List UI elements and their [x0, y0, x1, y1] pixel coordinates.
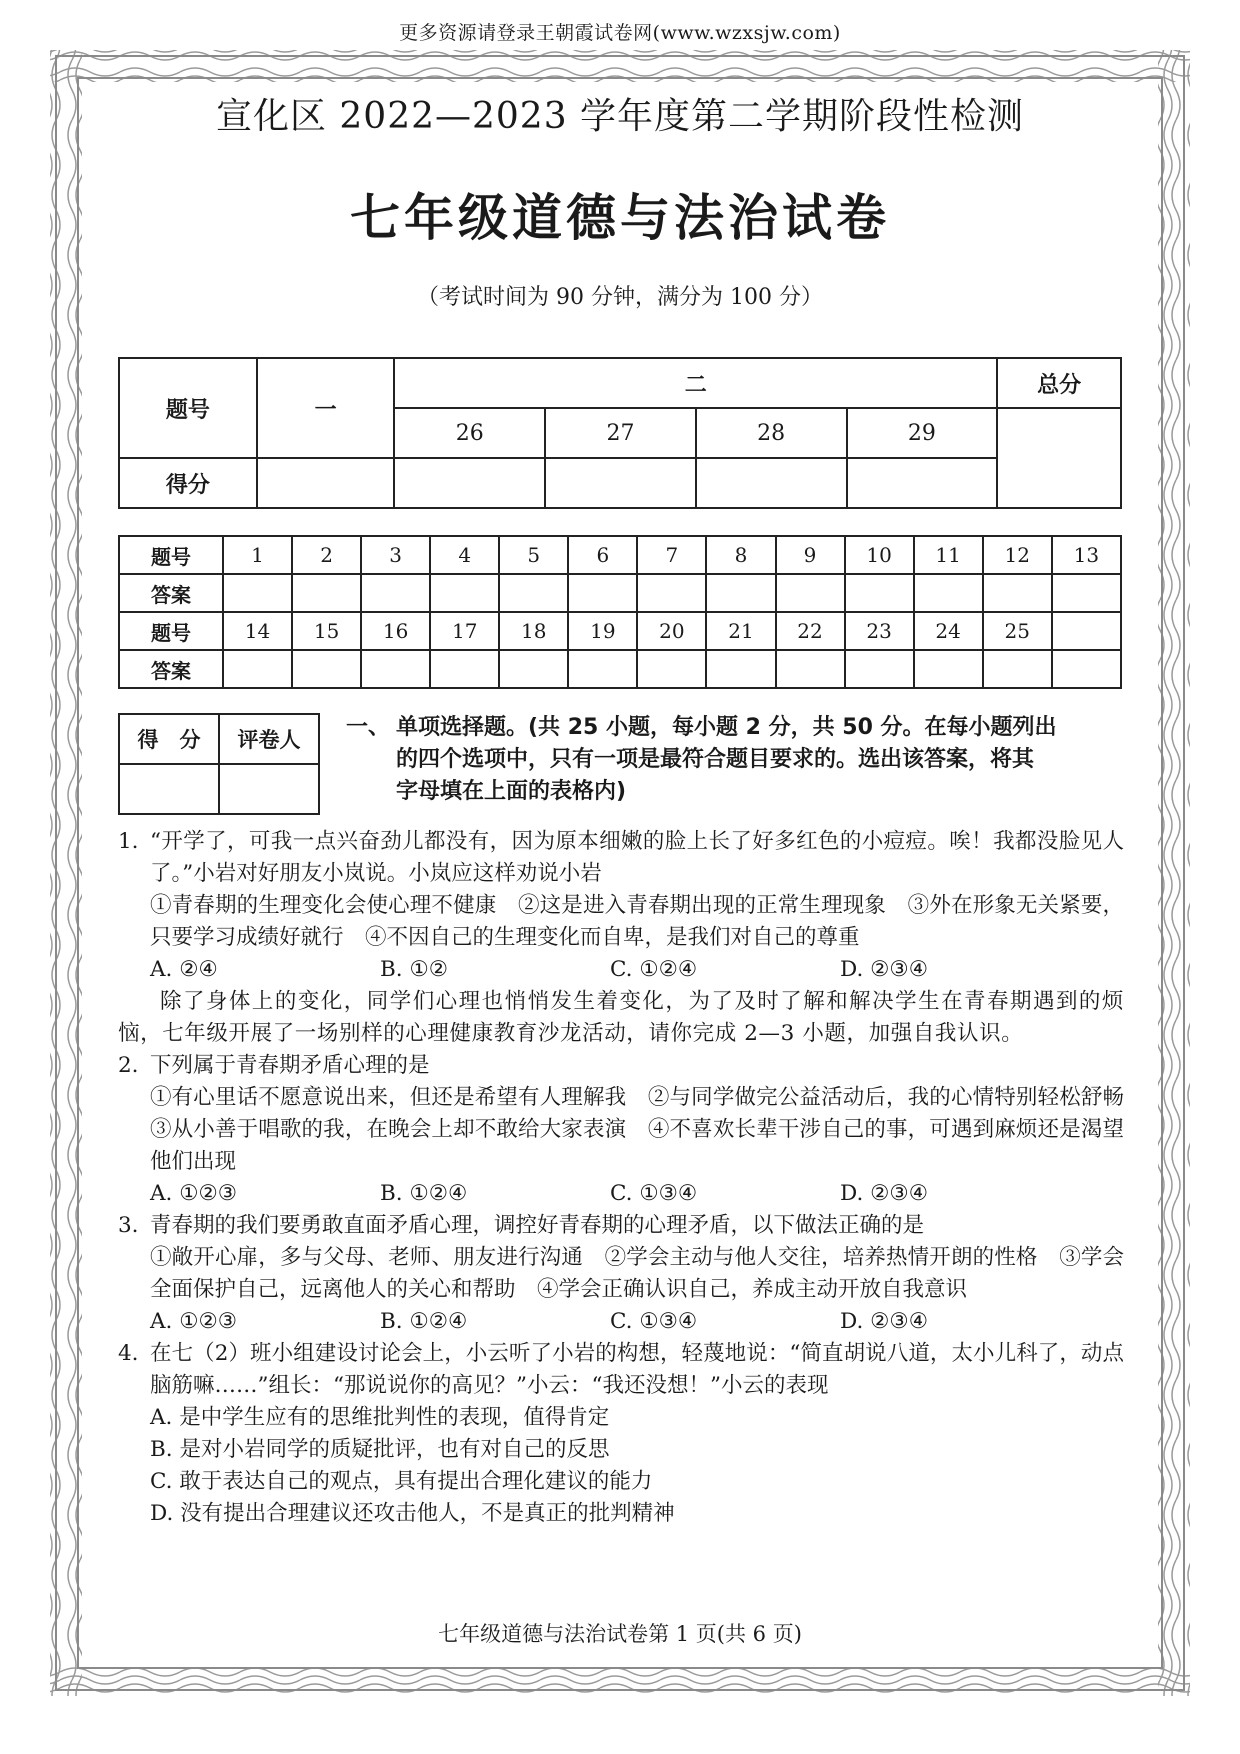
answer-cell[interactable]: [776, 650, 845, 688]
questions: [118, 826, 1146, 1530]
option-c[interactable]: C. ①③④: [610, 1309, 698, 1334]
question-items: ①有心里话不愿意说出来，但还是希望有人理解我 ②与同学做完公益活动后，我的心情特别轻松舒畅 ③从小善于唱歌的我，在晚会上却不敢给大家表演 ④不喜欢长辈干涉自己的事，可遇到麻烦还是渴望他们出现: [150, 1085, 1146, 1174]
question-stem: “开学了，可我一点兴奋劲儿都没有，因为原本细嫩的脸上长了好多红色的小痘痘。唉！我都没脸见人了。”小岩对好朋友小岚说。小岚应这样劝说小岩: [150, 829, 1124, 886]
answer-cell[interactable]: [914, 574, 983, 612]
section-heading: [346, 712, 1126, 808]
grader-table: [118, 713, 320, 815]
score-table-total-cell[interactable]: [997, 408, 1121, 508]
option-d[interactable]: D. 没有提出合理建议还攻击他人，不是真正的批判精神: [150, 1501, 675, 1526]
answer-table-daan: 答案: [119, 650, 223, 688]
answer-cell[interactable]: [292, 574, 361, 612]
question-number: 11: [914, 536, 983, 574]
question-number: 19: [568, 612, 637, 650]
answer-cell[interactable]: [361, 574, 430, 612]
answer-cell[interactable]: [914, 650, 983, 688]
answer-cell[interactable]: [430, 574, 499, 612]
answer-cell[interactable]: [776, 574, 845, 612]
answer-cell[interactable]: [568, 574, 637, 612]
answer-cell[interactable]: [637, 574, 706, 612]
question-number: 5: [499, 536, 568, 574]
answer-cell[interactable]: [1052, 650, 1121, 688]
score-table-tihao: 题号: [119, 358, 257, 458]
grader-label: 评卷人: [219, 714, 319, 764]
question-options: [118, 1178, 1124, 1210]
question-number: 12: [983, 536, 1052, 574]
answer-cell[interactable]: [1052, 574, 1121, 612]
answer-cell[interactable]: [983, 574, 1052, 612]
question-number: [1052, 612, 1121, 650]
question-number: 14: [223, 612, 292, 650]
grader-score-label: 得 分: [119, 714, 219, 764]
question-options: [118, 1306, 1124, 1338]
question-2: [118, 1050, 1146, 1210]
score-table-sub: 26: [394, 408, 545, 458]
answer-cell[interactable]: [430, 650, 499, 688]
section-line1: 单项选择题。(共 25 小题，每小题 2 分，共 50 分。在每小题列出: [396, 715, 1057, 740]
question-3: [118, 1210, 1124, 1338]
answer-table-tihao: 题号: [119, 612, 223, 650]
question-stem: 青春期的我们要勇敢直面矛盾心理，调控好青春期的心理矛盾，以下做法正确的是: [150, 1213, 925, 1238]
question-items: ①敞开心扉，多与父母、老师、朋友进行沟通 ②学会主动与他人交往，培养热情开朗的性格 ③学会全面保护自己，远离他人的关心和帮助 ④学会正确认识自己，养成主动开放自我意识: [150, 1245, 1124, 1302]
question-number: 7: [637, 536, 706, 574]
grader-name-cell[interactable]: [219, 764, 319, 814]
answer-cell[interactable]: [706, 650, 775, 688]
answer-row-numbers-2: [119, 612, 1121, 650]
answer-cell[interactable]: [292, 650, 361, 688]
question-1: [118, 826, 1124, 986]
option-d[interactable]: D. ②③④: [840, 1181, 928, 1206]
option-b[interactable]: B. 是对小岩同学的质疑批评，也有对自己的反思: [150, 1437, 610, 1462]
answer-cell[interactable]: [845, 574, 914, 612]
question-number: 18: [499, 612, 568, 650]
score-table-sub: 29: [847, 408, 998, 458]
score-cell[interactable]: [847, 458, 998, 508]
answer-cell[interactable]: [706, 574, 775, 612]
question-number: 24: [914, 612, 983, 650]
question-4: [118, 1338, 1124, 1530]
question-number: 10: [845, 536, 914, 574]
grader-score-cell[interactable]: [119, 764, 219, 814]
question-number: 1.: [118, 829, 139, 854]
option-b[interactable]: B. ①②: [380, 957, 449, 982]
option-a[interactable]: A. ②④: [150, 957, 218, 982]
score-table-total: 总分: [997, 358, 1121, 408]
option-d[interactable]: D. ②③④: [840, 1309, 928, 1334]
option-d[interactable]: D. ②③④: [840, 957, 928, 982]
exam-title-line2: 七年级道德与法治试卷: [350, 188, 890, 247]
header-note: 更多资源请登录王朝霞试卷网(www.wzxsjw.com): [399, 22, 841, 44]
question-number: 17: [430, 612, 499, 650]
option-b[interactable]: B. ①②④: [380, 1309, 468, 1334]
answer-cell[interactable]: [983, 650, 1052, 688]
answer-row-blanks-2: [119, 650, 1121, 688]
intro-paragraph: 除了身体上的变化，同学们心理也悄悄发生着变化，为了及时了解和解决学生在青春期遇到的烦恼，七年级开展了一场别样的心理健康教育沙龙活动，请你完成 2—3 小题，加强自我认识。: [118, 989, 1124, 1046]
question-number: 13: [1052, 536, 1121, 574]
section-line2: 的四个选项中，只有一项是最符合题目要求的。选出该答案，将其: [396, 747, 1035, 772]
section-line3: 字母填在上面的表格内): [396, 779, 627, 804]
question-number: 22: [776, 612, 845, 650]
score-table-part2: 二: [394, 358, 997, 408]
question-items: ①青春期的生理变化会使心理不健康 ②这是进入青春期出现的正常生理现象 ③外在形象无关紧要，只要学习成绩好就行 ④不因自己的生理变化而自卑，是我们对自己的尊重: [150, 893, 1124, 950]
score-table-part1: 一: [257, 358, 395, 458]
score-table: [118, 357, 1122, 509]
option-a[interactable]: A. ①②③: [150, 1309, 238, 1334]
question-number: 20: [637, 612, 706, 650]
question-stem: 下列属于青春期矛盾心理的是: [150, 1053, 430, 1078]
question-number: 6: [568, 536, 637, 574]
answer-table-daan: 答案: [119, 574, 223, 612]
option-b[interactable]: B. ①②④: [380, 1181, 468, 1206]
question-number: 21: [706, 612, 775, 650]
page-footer: 七年级道德与法治试卷第 1 页(共 6 页): [438, 1622, 802, 1646]
answer-cell[interactable]: [223, 650, 292, 688]
answer-cell[interactable]: [499, 650, 568, 688]
answer-row-numbers-1: [119, 536, 1121, 574]
score-cell[interactable]: [545, 458, 696, 508]
score-table-sub: 27: [545, 408, 696, 458]
question-number: 15: [292, 612, 361, 650]
answer-table-tihao: 题号: [119, 536, 223, 574]
answer-cell[interactable]: [223, 574, 292, 612]
answer-table: [118, 535, 1122, 689]
score-table-defen: 得分: [119, 458, 257, 508]
question-number: 8: [706, 536, 775, 574]
question-number: 4: [430, 536, 499, 574]
question-number: 1: [223, 536, 292, 574]
answer-cell[interactable]: [499, 574, 568, 612]
option-c[interactable]: C. 敢于表达自己的观点，具有提出合理化建议的能力: [150, 1469, 653, 1494]
question-number: 3.: [118, 1213, 139, 1238]
exam-subtitle: （考试时间为 90 分钟，满分为 100 分）: [417, 285, 823, 310]
question-number: 25: [983, 612, 1052, 650]
answer-cell[interactable]: [361, 650, 430, 688]
option-a[interactable]: A. ①②③: [150, 1181, 238, 1206]
score-cell[interactable]: [257, 458, 395, 508]
question-number: 4.: [118, 1341, 139, 1366]
section-number: 一、: [346, 715, 391, 740]
question-number: 2.: [118, 1053, 139, 1078]
question-number: 23: [845, 612, 914, 650]
score-cell[interactable]: [696, 458, 847, 508]
option-c[interactable]: C. ①②④: [610, 957, 698, 982]
question-number: 9: [776, 536, 845, 574]
answer-cell[interactable]: [845, 650, 914, 688]
answer-row-blanks-1: [119, 574, 1121, 612]
answer-cell[interactable]: [637, 650, 706, 688]
question-stem: 在七（2）班小组建设讨论会上，小云听了小岩的构想，轻蔑地说：“简直胡说八道，太小儿科了，动点脑筋嘛……”组长：“那说说你的高见？”小云：“我还没想！”小云的表现: [150, 1341, 1124, 1398]
option-c[interactable]: C. ①③④: [610, 1181, 698, 1206]
option-a[interactable]: A. 是中学生应有的思维批判性的表现，值得肯定: [150, 1405, 610, 1430]
question-number: 16: [361, 612, 430, 650]
score-cell[interactable]: [394, 458, 545, 508]
exam-title-line1: 宣化区 2022—2023 学年度第二学期阶段性检测: [215, 96, 1025, 137]
question-number: 2: [292, 536, 361, 574]
score-table-sub: 28: [696, 408, 847, 458]
question-options: [118, 954, 1124, 986]
question-number: 3: [361, 536, 430, 574]
answer-cell[interactable]: [568, 650, 637, 688]
